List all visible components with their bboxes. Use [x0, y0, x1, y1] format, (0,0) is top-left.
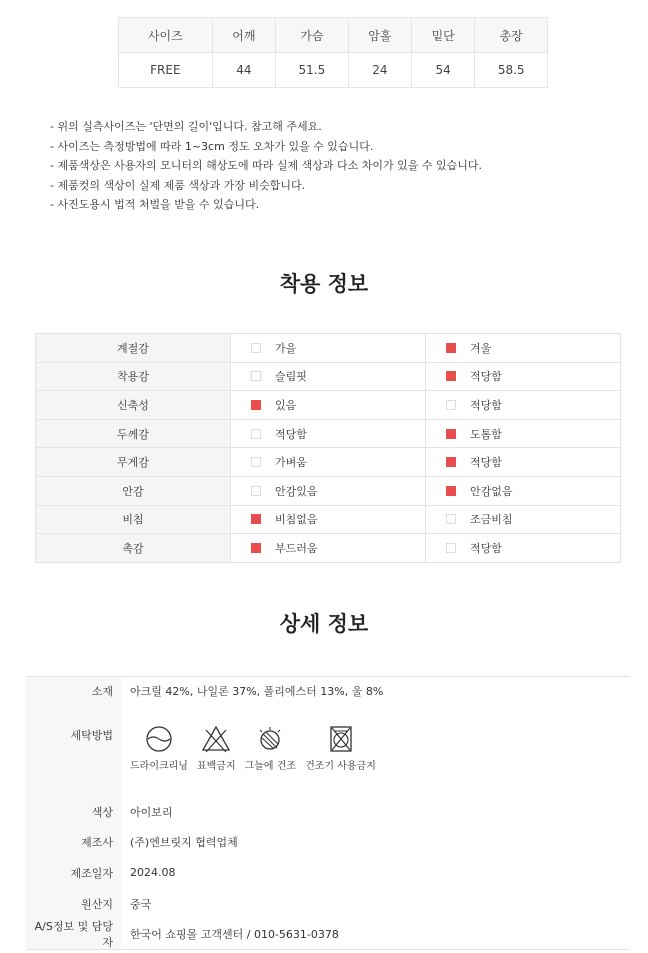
fit-row-label: 무게감	[36, 448, 231, 477]
note-item: - 제품컷의 색상이 실제 제품 색상과 가장 비슷합니다.	[50, 176, 482, 196]
wash-label: 건조기 사용금지	[305, 761, 376, 772]
wash-item	[245, 724, 296, 797]
detail-value: 아이보리	[130, 805, 173, 819]
fit-option-label: 슬림핏	[275, 370, 307, 384]
fit-option	[231, 448, 426, 477]
fit-row-label: 계절감	[36, 334, 231, 363]
detail-value: 아크릴 42%, 나일론 37%, 폴리에스터 13%, 울 8%	[130, 685, 384, 698]
size-header-cell: 총장	[475, 18, 548, 53]
checked-box-icon	[446, 343, 456, 353]
fit-row	[36, 362, 621, 391]
fit-option-label: 가을	[275, 341, 297, 355]
detail-label: 색상	[26, 797, 121, 826]
detail-label: 제조일자	[26, 857, 121, 888]
detail-info-title: 상세 정보	[279, 612, 369, 636]
note-item: - 제품색상은 사용자의 모니터의 해상도에 따라 실제 색상과 다소 차이가 있을 수 있습니다.	[50, 156, 482, 176]
fit-row	[36, 391, 621, 420]
fit-row	[36, 419, 621, 448]
detail-row-material	[26, 677, 630, 705]
detail-label: 세탁방법	[26, 705, 121, 797]
fit-row-label: 촉감	[36, 534, 231, 563]
fit-option-label: 있음	[275, 398, 297, 412]
size-cell: 24	[348, 53, 411, 88]
no-tumble-dry-icon	[326, 724, 356, 754]
fit-option	[426, 391, 621, 420]
fit-option-label: 조금비침	[470, 513, 513, 527]
fit-option-label: 적당함	[470, 456, 502, 470]
fit-option	[426, 334, 621, 363]
fit-row-label: 비침	[36, 505, 231, 534]
note-item: - 위의 실측사이즈는 '단면의 길이'입니다. 참고해 주세요.	[50, 117, 482, 137]
fit-option	[426, 476, 621, 505]
detail-info-table	[26, 676, 630, 950]
detail-row-as	[26, 919, 630, 949]
fit-option	[231, 391, 426, 420]
size-cell: 44	[212, 53, 275, 88]
fit-option-label: 겨울	[470, 341, 492, 355]
wash-item	[197, 724, 236, 797]
fit-option-label: 적당함	[470, 398, 502, 412]
unchecked-box-icon	[251, 343, 261, 353]
detail-label: A/S정보 및 담당자	[26, 919, 121, 949]
fit-option-label: 적당함	[275, 427, 307, 441]
dry-in-shade-icon	[255, 724, 285, 754]
wash-label: 표백금지	[196, 761, 236, 772]
fit-row	[36, 476, 621, 505]
fit-option-label: 비침없음	[275, 513, 318, 527]
unchecked-box-icon	[251, 486, 261, 496]
detail-label: 원산지	[26, 888, 121, 919]
checked-box-icon	[251, 400, 261, 410]
fit-row	[36, 334, 621, 363]
unchecked-box-icon	[446, 543, 456, 553]
checked-box-icon	[446, 429, 456, 439]
checked-box-icon	[251, 543, 261, 553]
unchecked-box-icon	[251, 457, 261, 467]
size-header-cell: 어깨	[212, 18, 275, 53]
unchecked-box-icon	[446, 400, 456, 410]
detail-value: 2024.08	[130, 866, 176, 879]
detail-row-maker	[26, 826, 630, 857]
detail-value: 중국	[130, 897, 152, 911]
size-header-cell: 암홀	[348, 18, 411, 53]
fit-option-label: 가벼움	[275, 456, 307, 470]
fit-info-title: 착용 정보	[279, 272, 369, 296]
fit-option-label: 부드러움	[275, 541, 318, 555]
detail-value: 한국어 쇼핑몰 고객센터 / 010-5631-0378	[130, 928, 339, 941]
size-table-header-row	[119, 18, 548, 53]
fit-option	[231, 534, 426, 563]
wash-label: 드라이크리닝	[130, 761, 188, 772]
fit-row	[36, 534, 621, 563]
checked-box-icon	[446, 486, 456, 496]
fit-row-label: 착용감	[36, 362, 231, 391]
fit-info-table	[35, 333, 621, 563]
wash-icons	[121, 705, 385, 797]
unchecked-box-icon	[251, 371, 261, 381]
size-header-cell: 가슴	[276, 18, 349, 53]
detail-label: 제조사	[26, 826, 121, 857]
fit-option-label: 안감있음	[275, 484, 318, 498]
detail-row-wash	[26, 705, 630, 797]
size-header-cell: 밑단	[412, 18, 475, 53]
fit-option-label: 적당함	[470, 370, 502, 384]
fit-option	[426, 534, 621, 563]
wash-item	[305, 724, 376, 797]
fit-option-label: 도톰함	[470, 427, 502, 441]
fit-option	[231, 476, 426, 505]
fit-option	[231, 419, 426, 448]
detail-value: (주)엔브릿지 협력업체	[130, 835, 238, 849]
size-table-row	[119, 53, 548, 88]
unchecked-box-icon	[446, 514, 456, 524]
unchecked-box-icon	[251, 429, 261, 439]
detail-row-origin	[26, 888, 630, 919]
note-item: - 사진도용시 법적 처벌을 받을 수 있습니다.	[50, 195, 482, 215]
size-cell: 51.5	[276, 53, 349, 88]
size-cell: 54	[412, 53, 475, 88]
fit-option-label: 적당함	[470, 541, 502, 555]
checked-box-icon	[446, 371, 456, 381]
fit-option-label: 안감없음	[470, 484, 513, 498]
fit-option	[426, 448, 621, 477]
checked-box-icon	[251, 514, 261, 524]
size-notes	[50, 117, 482, 215]
fit-row	[36, 448, 621, 477]
fit-option	[426, 362, 621, 391]
wash-label: 그늘에 건조	[244, 761, 297, 772]
size-table	[118, 17, 548, 88]
fit-option	[426, 505, 621, 534]
fit-option	[231, 362, 426, 391]
fit-option	[231, 334, 426, 363]
detail-row-date	[26, 857, 630, 888]
fit-row-label: 신축성	[36, 391, 231, 420]
checked-box-icon	[446, 457, 456, 467]
fit-option	[426, 419, 621, 448]
detail-label: 소재	[26, 677, 121, 705]
size-cell: FREE	[119, 53, 213, 88]
fit-option	[231, 505, 426, 534]
fit-row-label: 두께감	[36, 419, 231, 448]
fit-row	[36, 505, 621, 534]
note-item: - 사이즈는 측정방법에 따라 1~3cm 정도 오차가 있을 수 있습니다.	[50, 137, 482, 157]
dry-clean-icon	[144, 724, 174, 754]
wash-item	[130, 724, 188, 797]
detail-row-color	[26, 797, 630, 826]
no-bleach-icon	[201, 724, 231, 754]
size-header-cell: 사이즈	[119, 18, 213, 53]
fit-row-label: 안감	[36, 476, 231, 505]
size-cell: 58.5	[475, 53, 548, 88]
